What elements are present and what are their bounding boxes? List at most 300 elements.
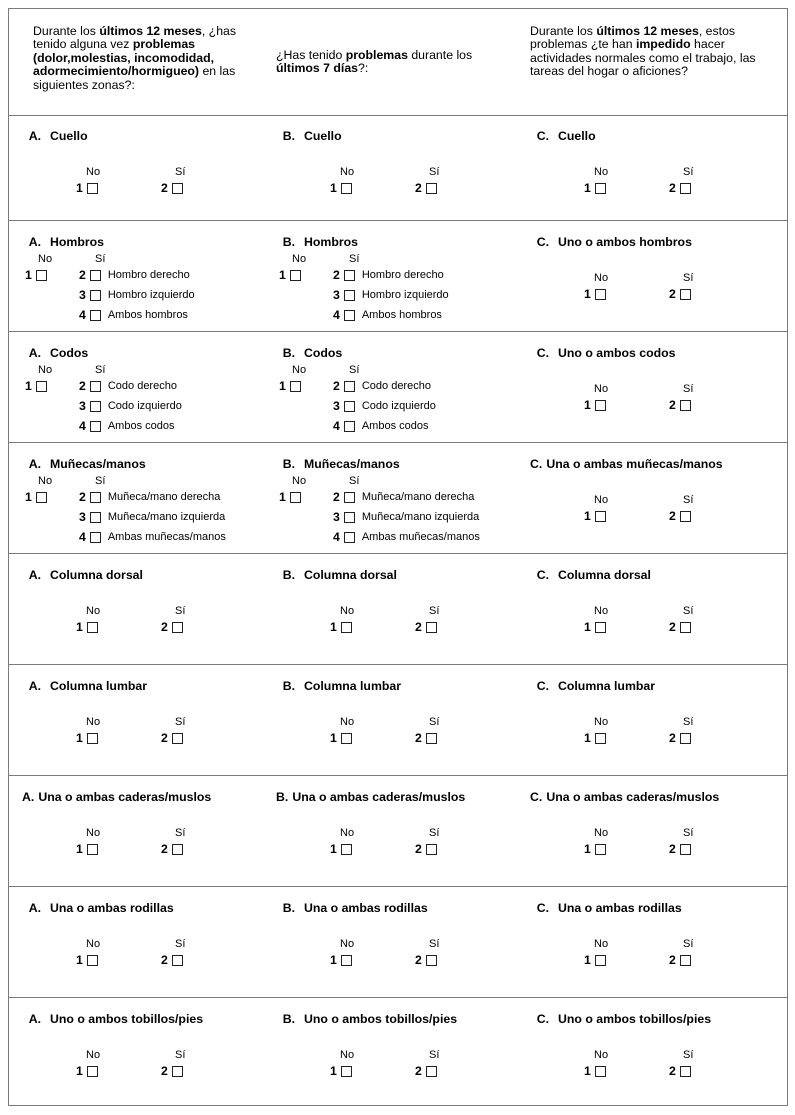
zone-letter: C. bbox=[536, 129, 549, 143]
zone-letter: B. bbox=[282, 901, 295, 915]
option-no[interactable] bbox=[76, 731, 98, 745]
zone-letter: B. bbox=[276, 790, 289, 804]
option-label: Ambas muñecas/manos bbox=[361, 531, 480, 543]
zone-row bbox=[9, 887, 787, 998]
si-label: Sí bbox=[429, 1049, 440, 1061]
no-label: No bbox=[292, 364, 307, 376]
si-label: Sí bbox=[95, 364, 106, 376]
option-number: 2 bbox=[415, 181, 422, 195]
option-label: Ambos hombros bbox=[361, 309, 442, 321]
checkbox[interactable] bbox=[426, 733, 437, 744]
option-no[interactable] bbox=[330, 620, 352, 634]
option-si[interactable] bbox=[415, 620, 437, 634]
zone-title bbox=[269, 568, 397, 582]
no-label: No bbox=[594, 938, 609, 950]
checkbox[interactable] bbox=[344, 270, 355, 281]
zone-title bbox=[15, 235, 104, 249]
option-number: 1 bbox=[330, 953, 337, 967]
no-label: No bbox=[86, 166, 101, 178]
checkbox[interactable] bbox=[344, 401, 355, 412]
checkbox[interactable] bbox=[680, 289, 691, 300]
checkbox[interactable] bbox=[344, 532, 355, 543]
option-si[interactable] bbox=[669, 287, 691, 301]
no-label: No bbox=[86, 716, 101, 728]
option-number: 1 bbox=[279, 490, 286, 504]
option-number: 2 bbox=[669, 953, 676, 967]
no-label: No bbox=[340, 166, 355, 178]
zone-title bbox=[15, 457, 146, 471]
checkbox[interactable] bbox=[87, 622, 98, 633]
option-no[interactable] bbox=[76, 953, 98, 967]
no-label: No bbox=[594, 383, 609, 395]
zone-cell-c bbox=[517, 221, 771, 331]
option-number: 1 bbox=[76, 181, 83, 195]
checkbox[interactable] bbox=[341, 844, 352, 855]
option-number: 3 bbox=[79, 288, 86, 302]
option-label: Ambas muñecas/manos bbox=[107, 531, 226, 543]
header-text: en las siguientes zonas?: bbox=[33, 64, 236, 92]
option-number: 2 bbox=[333, 379, 340, 393]
checkbox[interactable] bbox=[36, 492, 47, 503]
option-si-3[interactable] bbox=[79, 399, 182, 413]
zone-letter: B. bbox=[282, 346, 295, 360]
option-si[interactable] bbox=[161, 620, 183, 634]
option-number: 2 bbox=[161, 731, 168, 745]
checkbox[interactable] bbox=[426, 955, 437, 966]
option-number: 2 bbox=[161, 1064, 168, 1078]
option-label: Codo izquierdo bbox=[361, 400, 436, 412]
zone-title bbox=[269, 129, 342, 143]
option-si-2[interactable] bbox=[79, 379, 177, 393]
no-label: No bbox=[292, 253, 307, 265]
header-text: Durante los bbox=[33, 24, 100, 38]
zone-title bbox=[15, 568, 143, 582]
zone-name: Codos bbox=[50, 346, 89, 360]
header-question-b bbox=[276, 49, 506, 76]
option-no[interactable] bbox=[584, 620, 606, 634]
checkbox[interactable] bbox=[680, 400, 691, 411]
option-number: 4 bbox=[79, 419, 86, 433]
checkbox[interactable] bbox=[595, 400, 606, 411]
zone-name: Cuello bbox=[304, 129, 342, 143]
checkbox[interactable] bbox=[341, 183, 352, 194]
option-no[interactable] bbox=[76, 181, 98, 195]
no-label: No bbox=[86, 1049, 101, 1061]
zone-letter: C. bbox=[530, 790, 543, 804]
checkbox[interactable] bbox=[87, 1066, 98, 1077]
option-label: Muñeca/mano izquierda bbox=[361, 511, 480, 523]
option-number: 2 bbox=[161, 620, 168, 634]
option-si-4[interactable] bbox=[79, 419, 175, 433]
option-number: 1 bbox=[330, 731, 337, 745]
zone-name: Una o ambas rodillas bbox=[50, 901, 174, 915]
checkbox[interactable] bbox=[341, 1066, 352, 1077]
option-si[interactable] bbox=[415, 953, 437, 967]
option-no[interactable] bbox=[330, 731, 352, 745]
header-text: durante los bbox=[407, 48, 473, 62]
option-si-4[interactable] bbox=[333, 308, 442, 322]
si-label: Sí bbox=[429, 827, 440, 839]
option-si-2[interactable] bbox=[79, 490, 220, 504]
zone-letter: C. bbox=[536, 1012, 549, 1026]
option-no[interactable] bbox=[279, 379, 301, 393]
no-label: No bbox=[340, 938, 355, 950]
no-label: No bbox=[86, 938, 101, 950]
zone-name: Una o ambas caderas/muslos bbox=[292, 790, 466, 804]
zone-cell-a bbox=[9, 998, 263, 1101]
option-no[interactable] bbox=[279, 268, 301, 282]
option-number: 2 bbox=[161, 953, 168, 967]
option-label: Hombro derecho bbox=[107, 269, 190, 281]
option-si[interactable] bbox=[415, 842, 437, 856]
zone-name: Uno o ambos tobillos/pies bbox=[558, 1012, 712, 1026]
option-si-4[interactable] bbox=[333, 530, 480, 544]
zone-row bbox=[9, 776, 787, 887]
option-si[interactable] bbox=[669, 842, 691, 856]
option-no[interactable] bbox=[584, 953, 606, 967]
checkbox[interactable] bbox=[90, 421, 101, 432]
option-number: 2 bbox=[669, 842, 676, 856]
option-label: Muñeca/mano derecha bbox=[107, 491, 221, 503]
option-no[interactable] bbox=[76, 842, 98, 856]
option-number: 2 bbox=[669, 287, 676, 301]
si-label: Sí bbox=[95, 253, 106, 265]
checkbox[interactable] bbox=[344, 381, 355, 392]
header-question-c bbox=[530, 25, 770, 79]
zone-cell-c bbox=[517, 443, 771, 553]
checkbox[interactable] bbox=[87, 733, 98, 744]
zone-letter: C. bbox=[536, 235, 549, 249]
header-text: hacer actividades normales como el trabajo, las tareas del hogar o aficiones? bbox=[530, 37, 756, 79]
checkbox[interactable] bbox=[172, 733, 183, 744]
zone-title bbox=[523, 129, 596, 143]
zone-letter: A. bbox=[28, 346, 41, 360]
si-label: Sí bbox=[349, 253, 360, 265]
option-number: 2 bbox=[669, 509, 676, 523]
option-si-2[interactable] bbox=[79, 268, 190, 282]
zone-cell-b bbox=[263, 887, 517, 997]
option-number: 2 bbox=[79, 379, 86, 393]
checkbox[interactable] bbox=[595, 511, 606, 522]
zone-name: Una o ambas muñecas/manos bbox=[546, 457, 723, 471]
option-no[interactable] bbox=[76, 1064, 98, 1078]
checkbox[interactable] bbox=[680, 844, 691, 855]
checkbox[interactable] bbox=[344, 421, 355, 432]
si-label: Sí bbox=[683, 494, 694, 506]
option-si-4[interactable] bbox=[79, 530, 226, 544]
checkbox[interactable] bbox=[426, 183, 437, 194]
option-number: 2 bbox=[415, 620, 422, 634]
option-label: Ambos codos bbox=[107, 420, 175, 432]
zone-cell-c bbox=[517, 554, 771, 664]
option-label: Ambos hombros bbox=[107, 309, 188, 321]
no-label: No bbox=[594, 827, 609, 839]
si-label: Sí bbox=[175, 605, 186, 617]
option-number: 4 bbox=[79, 308, 86, 322]
option-si[interactable] bbox=[669, 731, 691, 745]
option-no[interactable] bbox=[330, 953, 352, 967]
option-number: 1 bbox=[25, 268, 32, 282]
checkbox[interactable] bbox=[90, 512, 101, 523]
zone-title bbox=[269, 901, 428, 915]
option-si-3[interactable] bbox=[333, 510, 479, 524]
checkbox[interactable] bbox=[172, 1066, 183, 1077]
checkbox[interactable] bbox=[172, 844, 183, 855]
checkbox[interactable] bbox=[426, 622, 437, 633]
option-si-3[interactable] bbox=[79, 510, 225, 524]
option-number: 2 bbox=[415, 953, 422, 967]
option-number: 2 bbox=[161, 181, 168, 195]
si-label: Sí bbox=[429, 938, 440, 950]
checkbox[interactable] bbox=[595, 622, 606, 633]
option-si[interactable] bbox=[669, 953, 691, 967]
zone-name: Muñecas/manos bbox=[304, 457, 400, 471]
zone-cell-c bbox=[517, 998, 771, 1101]
option-number: 2 bbox=[415, 1064, 422, 1078]
zone-name: Columna lumbar bbox=[50, 679, 148, 693]
si-label: Sí bbox=[429, 716, 440, 728]
checkbox[interactable] bbox=[680, 622, 691, 633]
no-label: No bbox=[38, 475, 53, 487]
zone-title bbox=[269, 235, 358, 249]
checkbox[interactable] bbox=[172, 955, 183, 966]
option-si[interactable] bbox=[669, 509, 691, 523]
option-label: Muñeca/mano derecha bbox=[361, 491, 475, 503]
no-label: No bbox=[594, 605, 609, 617]
option-no[interactable] bbox=[25, 490, 47, 504]
si-label: Sí bbox=[175, 166, 186, 178]
no-label: No bbox=[38, 253, 53, 265]
option-no[interactable] bbox=[330, 1064, 352, 1078]
option-no[interactable] bbox=[584, 731, 606, 745]
checkbox[interactable] bbox=[680, 733, 691, 744]
option-number: 1 bbox=[584, 1064, 591, 1078]
zone-letter: A. bbox=[28, 129, 41, 143]
zone-cell-c bbox=[517, 887, 771, 997]
option-number: 1 bbox=[25, 490, 32, 504]
zone-row bbox=[9, 665, 787, 776]
checkbox[interactable] bbox=[680, 955, 691, 966]
option-si-2[interactable] bbox=[333, 268, 444, 282]
option-si[interactable] bbox=[161, 181, 183, 195]
option-number: 1 bbox=[76, 731, 83, 745]
form-header bbox=[9, 9, 787, 116]
zone-cell-a bbox=[9, 776, 263, 886]
checkbox[interactable] bbox=[680, 1066, 691, 1077]
option-no[interactable] bbox=[584, 1064, 606, 1078]
option-si[interactable] bbox=[415, 731, 437, 745]
checkbox[interactable] bbox=[341, 622, 352, 633]
zone-cell-a bbox=[9, 221, 263, 331]
option-number: 2 bbox=[669, 398, 676, 412]
option-si-2[interactable] bbox=[333, 379, 431, 393]
option-si-4[interactable] bbox=[333, 419, 429, 433]
option-si-3[interactable] bbox=[333, 288, 449, 302]
zone-letter: A. bbox=[28, 457, 41, 471]
option-label: Hombro izquierdo bbox=[361, 289, 449, 301]
checkbox[interactable] bbox=[90, 270, 101, 281]
no-label: No bbox=[594, 272, 609, 284]
option-si-3[interactable] bbox=[79, 288, 195, 302]
checkbox[interactable] bbox=[87, 955, 98, 966]
si-label: Sí bbox=[683, 166, 694, 178]
option-no[interactable] bbox=[279, 490, 301, 504]
no-label: No bbox=[594, 716, 609, 728]
zone-title bbox=[523, 346, 676, 360]
checkbox[interactable] bbox=[172, 183, 183, 194]
si-label: Sí bbox=[683, 272, 694, 284]
si-label: Sí bbox=[683, 938, 694, 950]
option-si[interactable] bbox=[161, 953, 183, 967]
option-number: 4 bbox=[333, 308, 340, 322]
zone-letter: A. bbox=[22, 790, 35, 804]
option-number: 2 bbox=[79, 490, 86, 504]
option-label: Hombro izquierdo bbox=[107, 289, 195, 301]
checkbox[interactable] bbox=[344, 512, 355, 523]
zone-cell-c bbox=[517, 665, 771, 775]
zone-letter: B. bbox=[282, 457, 295, 471]
option-no[interactable] bbox=[25, 268, 47, 282]
checkbox[interactable] bbox=[344, 310, 355, 321]
zone-cell-b bbox=[263, 221, 517, 331]
zone-title bbox=[269, 1012, 457, 1026]
option-no[interactable] bbox=[584, 842, 606, 856]
si-label: Sí bbox=[683, 716, 694, 728]
checkbox[interactable] bbox=[595, 955, 606, 966]
checkbox[interactable] bbox=[90, 492, 101, 503]
option-number: 1 bbox=[584, 398, 591, 412]
option-si[interactable] bbox=[669, 181, 691, 195]
zone-name: Uno o ambos codos bbox=[558, 346, 676, 360]
no-label: No bbox=[340, 827, 355, 839]
zone-title bbox=[269, 457, 400, 471]
option-no[interactable] bbox=[330, 842, 352, 856]
option-no[interactable] bbox=[76, 620, 98, 634]
zone-name: Cuello bbox=[50, 129, 88, 143]
checkbox[interactable] bbox=[341, 955, 352, 966]
option-si[interactable] bbox=[161, 1064, 183, 1078]
option-si[interactable] bbox=[669, 398, 691, 412]
option-si[interactable] bbox=[161, 731, 183, 745]
zone-name: Una o ambas caderas/muslos bbox=[38, 790, 212, 804]
option-si-4[interactable] bbox=[79, 308, 188, 322]
zone-cell-b bbox=[263, 443, 517, 553]
zone-cell-b bbox=[263, 776, 517, 886]
checkbox[interactable] bbox=[36, 381, 47, 392]
zone-title bbox=[523, 901, 682, 915]
checkbox[interactable] bbox=[290, 270, 301, 281]
option-label: Muñeca/mano izquierda bbox=[107, 511, 226, 523]
option-no[interactable] bbox=[584, 287, 606, 301]
no-label: No bbox=[594, 1049, 609, 1061]
zone-name: Hombros bbox=[50, 235, 104, 249]
checkbox[interactable] bbox=[90, 381, 101, 392]
zone-cell-b bbox=[263, 332, 517, 442]
checkbox[interactable] bbox=[595, 1066, 606, 1077]
checkbox[interactable] bbox=[595, 183, 606, 194]
checkbox[interactable] bbox=[90, 310, 101, 321]
checkbox[interactable] bbox=[595, 844, 606, 855]
option-si[interactable] bbox=[161, 842, 183, 856]
zone-letter: B. bbox=[282, 568, 295, 582]
checkbox[interactable] bbox=[680, 511, 691, 522]
checkbox[interactable] bbox=[595, 733, 606, 744]
zone-letter: B. bbox=[282, 235, 295, 249]
checkbox[interactable] bbox=[87, 844, 98, 855]
option-si-3[interactable] bbox=[333, 399, 436, 413]
checkbox[interactable] bbox=[680, 183, 691, 194]
header-question-a bbox=[33, 25, 243, 92]
option-no[interactable] bbox=[330, 181, 352, 195]
si-label: Sí bbox=[683, 827, 694, 839]
checkbox[interactable] bbox=[341, 733, 352, 744]
option-si[interactable] bbox=[669, 1064, 691, 1078]
option-number: 2 bbox=[669, 181, 676, 195]
checkbox[interactable] bbox=[290, 381, 301, 392]
zone-letter: C. bbox=[536, 901, 549, 915]
zone-letter: C. bbox=[536, 346, 549, 360]
checkbox[interactable] bbox=[344, 492, 355, 503]
checkbox[interactable] bbox=[90, 401, 101, 412]
option-number: 1 bbox=[76, 953, 83, 967]
option-si[interactable] bbox=[669, 620, 691, 634]
option-si[interactable] bbox=[415, 1064, 437, 1078]
checkbox[interactable] bbox=[426, 1066, 437, 1077]
option-number: 1 bbox=[584, 953, 591, 967]
emphasis-text: últimos 12 meses bbox=[596, 24, 699, 38]
checkbox[interactable] bbox=[87, 183, 98, 194]
checkbox[interactable] bbox=[90, 290, 101, 301]
option-no[interactable] bbox=[584, 181, 606, 195]
zone-cell-c bbox=[517, 115, 771, 220]
zone-cell-c bbox=[517, 776, 771, 886]
checkbox[interactable] bbox=[90, 532, 101, 543]
zone-name: Columna dorsal bbox=[558, 568, 651, 582]
checkbox[interactable] bbox=[290, 492, 301, 503]
option-no[interactable] bbox=[25, 379, 47, 393]
checkbox[interactable] bbox=[36, 270, 47, 281]
zone-title bbox=[15, 1012, 203, 1026]
option-no[interactable] bbox=[584, 398, 606, 412]
option-number: 2 bbox=[415, 842, 422, 856]
zone-letter: B. bbox=[282, 679, 295, 693]
zone-letter: A. bbox=[28, 901, 41, 915]
zone-name: Hombros bbox=[304, 235, 358, 249]
zone-cell-a bbox=[9, 665, 263, 775]
checkbox[interactable] bbox=[172, 622, 183, 633]
si-label: Sí bbox=[429, 166, 440, 178]
checkbox[interactable] bbox=[344, 290, 355, 301]
option-label: Codo izquierdo bbox=[107, 400, 182, 412]
emphasis-text: problemas bbox=[345, 48, 408, 62]
si-label: Sí bbox=[175, 1049, 186, 1061]
si-label: Sí bbox=[683, 1049, 694, 1061]
zone-title bbox=[523, 568, 651, 582]
option-number: 3 bbox=[333, 288, 340, 302]
zone-letter: A. bbox=[28, 1012, 41, 1026]
zone-title bbox=[269, 346, 342, 360]
zone-title bbox=[523, 679, 655, 693]
checkbox[interactable] bbox=[426, 844, 437, 855]
zone-name: Uno o ambos hombros bbox=[558, 235, 692, 249]
checkbox[interactable] bbox=[595, 289, 606, 300]
header-text: ?: bbox=[358, 61, 369, 76]
option-si[interactable] bbox=[415, 181, 437, 195]
option-si-2[interactable] bbox=[333, 490, 474, 504]
option-number: 1 bbox=[584, 287, 591, 301]
emphasis-text: últimos 7 días bbox=[276, 61, 359, 76]
option-no[interactable] bbox=[584, 509, 606, 523]
